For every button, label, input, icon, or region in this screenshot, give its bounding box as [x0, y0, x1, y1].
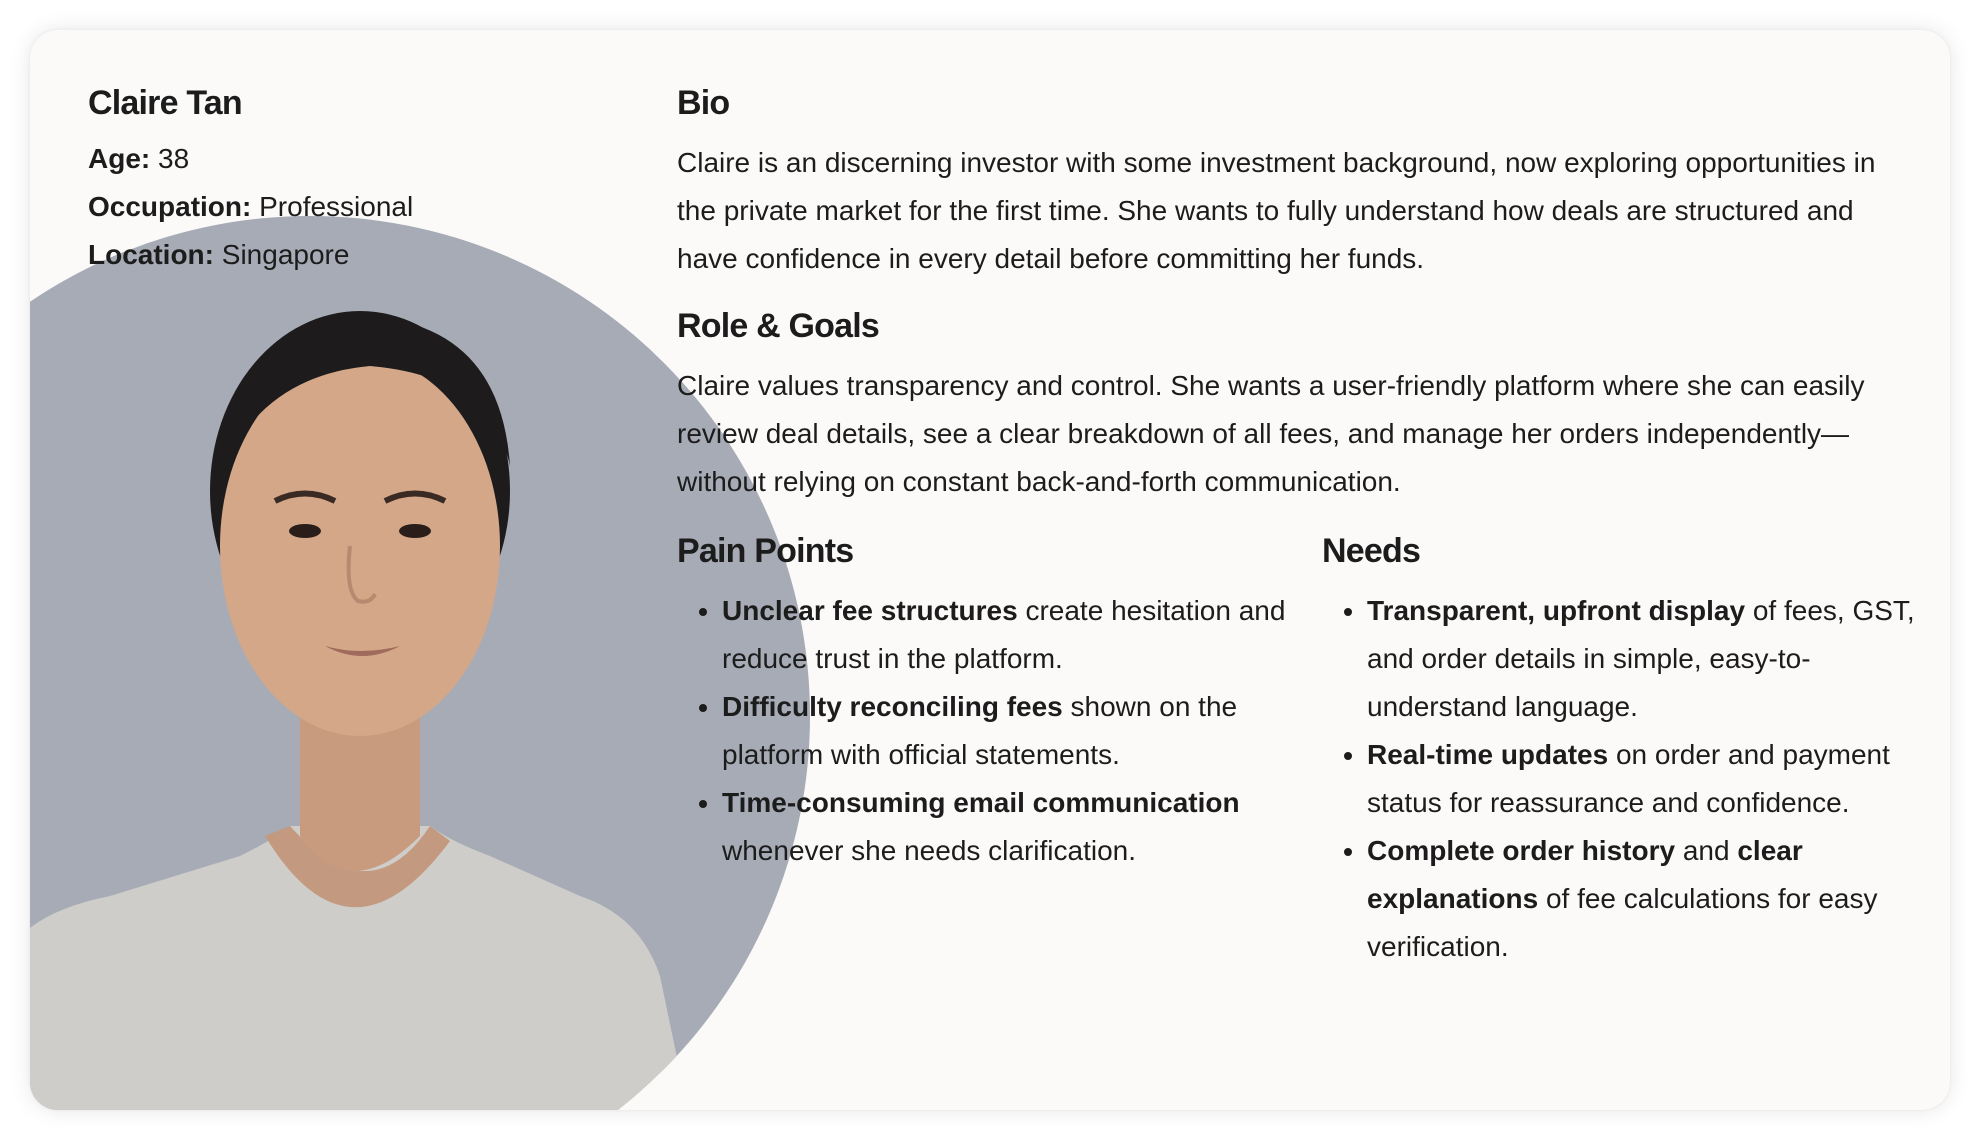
persona-age [88, 135, 413, 183]
age-value: 38 [158, 143, 190, 174]
list-item-text: and [1675, 835, 1738, 866]
persona-identity [88, 84, 413, 279]
list-item-text: whenever she needs clarification. [722, 835, 1137, 866]
list-item-text: of fees, GST, and order details in simple, easy-to-understand language. [1367, 595, 1915, 722]
pain-points-heading: Pain Points [677, 532, 854, 570]
list-item [722, 587, 1322, 683]
pain-needs-columns [677, 532, 1922, 971]
list-item [1367, 587, 1922, 731]
bio-text: Claire is an discerning investor with some investment background, now exploring opportunities in the private market for the first time. She wants to fully understand how deals are structured and have confidence in every detail before committing her funds. [677, 147, 1876, 274]
persona-name: Claire Tan [88, 84, 242, 122]
needs-heading: Needs [1322, 532, 1421, 570]
list-item-bold: clear explanations [1367, 835, 1803, 914]
location-value: Singapore [221, 239, 350, 270]
list-item [722, 779, 1322, 875]
list-item-bold: Complete order history [1367, 835, 1676, 866]
needs-section [1322, 532, 1922, 971]
list-item-bold: Time-consuming email communication [722, 787, 1240, 818]
list-item [1367, 827, 1922, 971]
bio-heading: Bio [677, 84, 730, 122]
role-goals-heading: Role & Goals [677, 307, 880, 345]
list-item-text: on order and payment status for reassurance and confidence. [1367, 739, 1890, 818]
list-item-bold: Real-time updates [1367, 739, 1609, 770]
persona-occupation [88, 183, 413, 231]
pain-points-section [677, 532, 1322, 971]
list-item [1367, 731, 1922, 827]
occupation-label: Occupation: [88, 191, 252, 222]
pain-points-list [677, 587, 1322, 875]
list-item-bold: Transparent, upfront display [1367, 595, 1746, 626]
list-item-bold: Unclear fee structures [722, 595, 1018, 626]
list-item-text: shown on the platform with official statements. [722, 691, 1238, 770]
list-item-text: of fee calculations for easy verification. [1367, 883, 1878, 962]
age-label: Age: [88, 143, 151, 174]
location-label: Location: [88, 239, 214, 270]
occupation-value: Professional [259, 191, 414, 222]
list-item-text: create hesitation and reduce trust in the platform. [722, 595, 1286, 674]
persona-location [88, 231, 413, 279]
needs-list [1322, 587, 1922, 971]
list-item [722, 683, 1322, 779]
persona-card [30, 30, 1950, 1110]
role-goals-text: Claire values transparency and control. She wants a user-friendly platform where she can easily review deal details, see a clear breakdown of all fees, and manage her orders independently—without relying on constant back-and-forth communication. [677, 370, 1865, 497]
list-item-bold: Difficulty reconciling fees [722, 691, 1063, 722]
persona-details [677, 84, 1922, 971]
